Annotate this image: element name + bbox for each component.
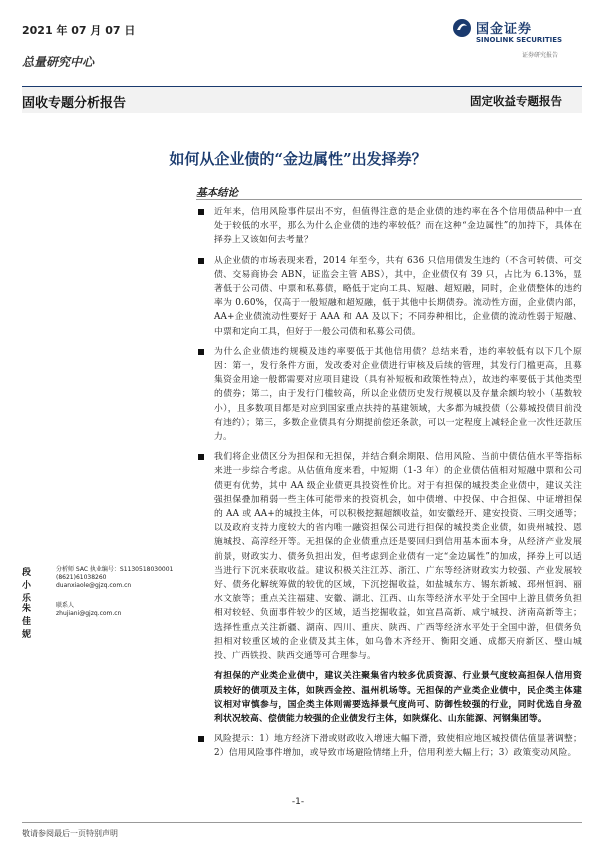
bullet-square-icon	[198, 209, 204, 215]
bullet-square-icon	[198, 454, 204, 460]
bullet-square-icon	[198, 736, 204, 742]
bullet-square-icon	[198, 258, 204, 264]
author-info: 分析师 SAC 执业编号：S1130518030001 (8621)61038260 duanxiaole@gjzq.com.cn	[56, 566, 216, 590]
list-item: 风险提示：1）地方经济下滑或财政收入增速大幅下滑，致使相应地区城投债估值显著调整；2）信用风险事件增加，或导致市场避险情绪上升，信用利差大幅上行；3）政策变动风险。	[196, 732, 582, 760]
list-item: 我们将企业债区分为担保和无担保，并结合剩余期限、信用风险、当前中债估值水平等指标来进一步综合考虑。从估值角度来看，中短期（1-3 年）的企业债估值相对短融中票和公司债更有优势，其中 AA 级企业债更具投资性价比。对于有担保的城投类企业债中，建议关注强担保叠加稍弱一些主体可能带来的投资机会，如中债增、中投保、中合担保、中证增担保的 AA 或 AA+的城投主体，可以积极挖掘超额收益，如安徽经开、建安投资、三明交通等；以及政府支持力度较大的省内唯一融资担保公司进行担保的城投类企业债，如贵州城投、恩施城投、高淳经开等。无担保的企业债重点还是要回归到信用基本面本身，从经济产业发展前景，财政实力、债务负担出发，但考虑到企业债有一定“金边属性”的加成，择券上可以适当进行下沉来获取收益。建议积极关注江苏、浙江、广东等经济财政实力较强、产业发展较好、债务化解统筹做的较优的区域，下沉挖掘收益，如盐城东方、锡东新城、邳州恒润、丽水文旅等；重点关注福建、安徽、湖北、江西、山东等经济水平处于全国中上游且债务负担相对较轻、负面事件较少的区域，适当挖掘收益，如宜昌高新、咸宁城投、济南高新等主；选择性重点关注新疆、湖南、四川、重庆、陕西、广西等经济水平处于全国中游，但债务负担相对较重区域的企业债及其主体，如乌鲁木齐经开、衡阳交通、成都天府新区、璧山城投、广西铁投、陕西交通等可合理参与。	[196, 450, 582, 663]
author-info: 联系人 zhujiani@gjzq.com.cn	[56, 602, 216, 618]
logo-cn: 国金证券	[476, 22, 533, 37]
conclusion-list	[196, 205, 582, 767]
report-type-bar	[22, 86, 582, 113]
bullet-square-icon	[198, 349, 204, 355]
page-number: -1-	[291, 797, 305, 807]
department: 总量研究中心	[22, 55, 95, 69]
author-name: 段小乐	[22, 568, 32, 604]
list-item: 从企业债的市场表现来看，2014 年至今，共有 636 只信用债发生违约（不含可转债、可交债、交易商协会 ABN，证监会主管 ABS），其中，企业债仅有 39 只，占比为 6.13%，显著低于公司债、中票和私募债，略低于定向工具、短融、超短融，同时，企业债整体的违约率为 0.60%，仅高于一般短融和超短融，低于其他中长期债券。流动性方面，企业债内部，AA+企业债流动性要好于 AAA 和 AA 及以下；不同券种相比，企业债的流动性弱于短融、中票和定向工具，但好于一般公司债和私募公司债。	[196, 254, 582, 339]
footer-divider	[22, 822, 582, 823]
logo-mark-icon	[452, 18, 472, 38]
page-title: 如何从企业债的“金边属性”出发择券？	[169, 150, 427, 168]
author-name: 朱佳妮	[22, 604, 32, 640]
author-email[interactable]: zhujiani@gjzq.com.cn	[56, 610, 122, 617]
list-item: 近年来，信用风险事件层出不穷，但值得注意的是企业债的违约率在各个信用债品种中一直处于较低的水平，那么为什么企业债的违约率较低？而在这种“金边属性”的加持下，具体在择券上又该如何去考量？	[196, 205, 582, 248]
report-type-right: 固定收益专题报告	[470, 94, 562, 108]
list-item: 有担保的产业类企业债中，建议关注聚集省内较多优质资源、行业景气度较高担保人信用资质较好的债项及主体，如陕西金控、温州机场等。无担保的产业类企业债中，民企类主体建议相对审慎参与，国企类主体则需要选择景气度尚可、防御性较强的行业，同时优选自身盈利状况较高、偿债能力较强的企业债发行主体，如陕煤化、山东能源、河钢集团等。	[214, 671, 582, 724]
logo-sub: 证券研究报告	[522, 52, 559, 59]
list-item: 为什么企业债违约规模及违约率要低于其他信用债？总结来看，违约率较低有以下几个原因：第一，发行条件方面，发改委对企业债进行审核及后续的管理，其发行门槛更高，且募集资金用途一般都需要对应项目建设（具有补短板和政策性特点），故违约率要低于其他类型的债券；第二，由于发行门槛较高，所以企业债历史发行规模以及存量余额均较小（基数较小），且多数项目都是对应到国家重点扶持的基建领域，大多都为城投债（公募城投债目前没有违约）；第三，多数企业债具有分期提前偿还条款，可以一定程度上减轻企业一次性还款压力。	[196, 345, 582, 444]
section-divider	[196, 199, 582, 200]
report-type-left: 固收专题分析报告	[22, 96, 127, 111]
logo-en: SINOLINK SECURITIES	[476, 36, 563, 44]
section-heading: 基本结论	[196, 187, 238, 199]
author-email[interactable]: duanxiaole@gjzq.com.cn	[56, 582, 132, 589]
sinolink-logo	[452, 16, 582, 59]
disclaimer[interactable]: 敬请参阅最后一页特别声明	[22, 829, 118, 838]
report-date: 2021 年 07 月 07 日	[22, 24, 136, 37]
